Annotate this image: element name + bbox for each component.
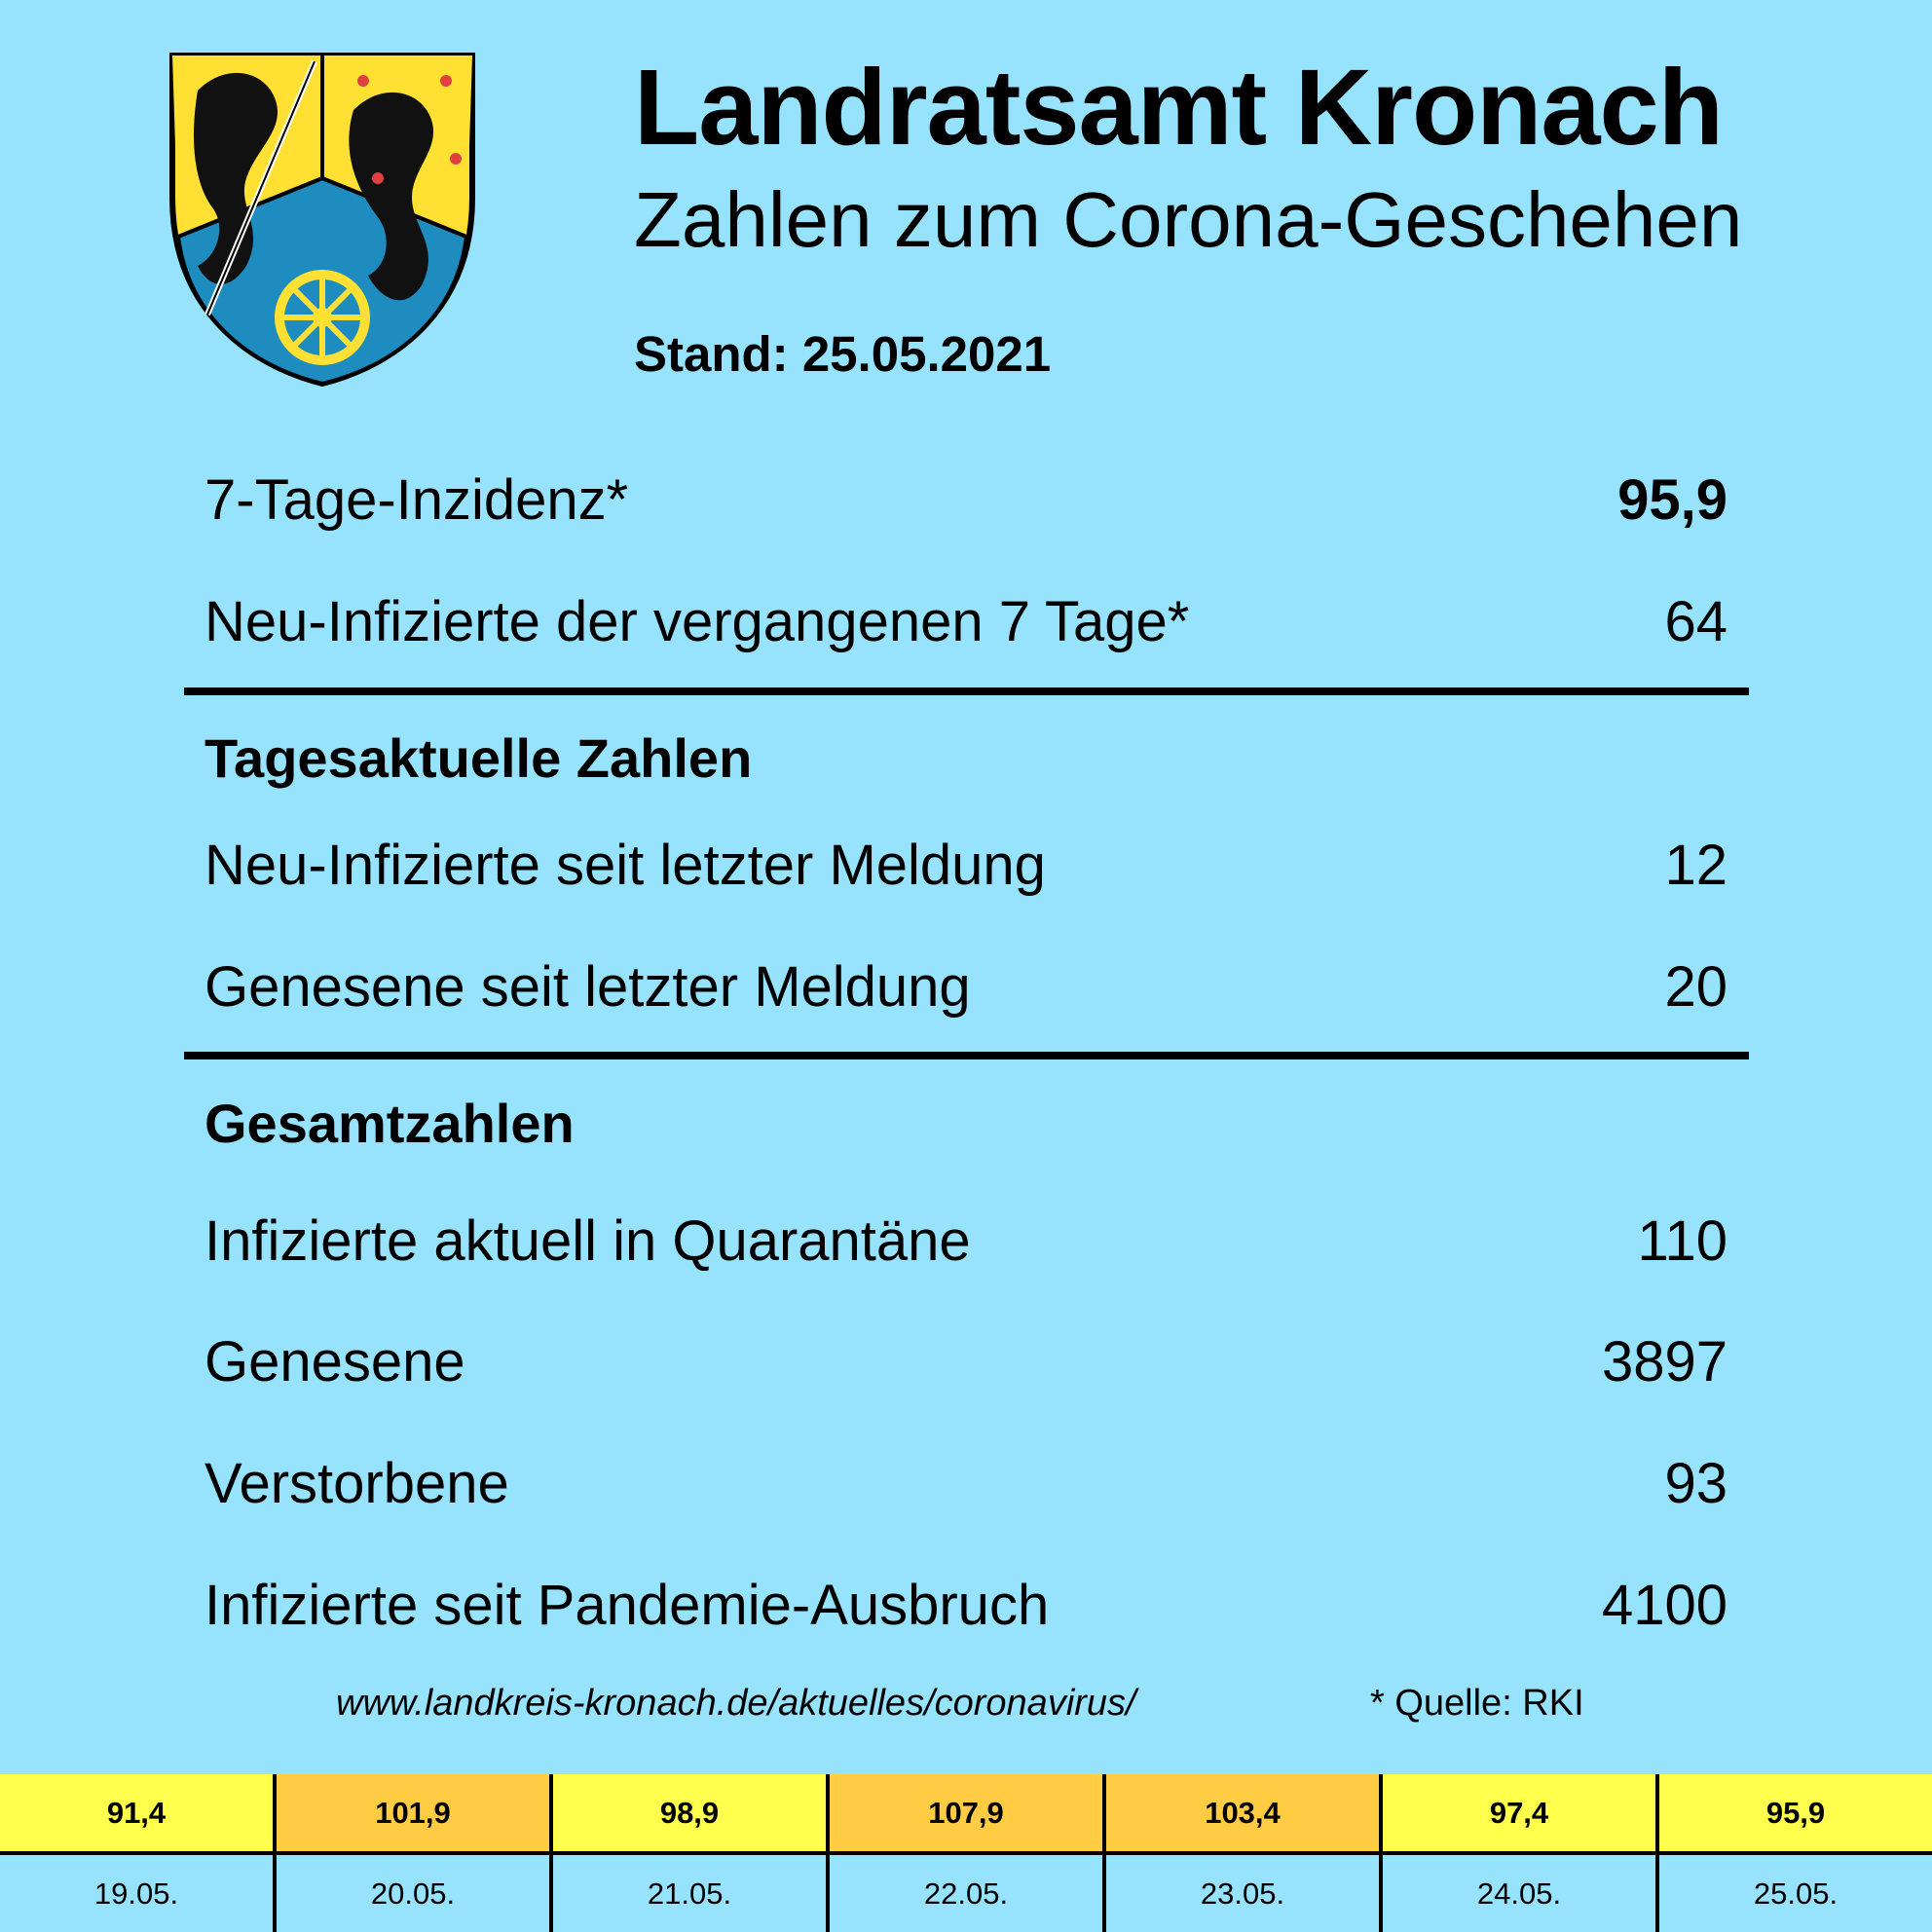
incidence-date-cell: 23.05. bbox=[1106, 1855, 1383, 1932]
incidence-date-cell: 21.05. bbox=[553, 1855, 830, 1932]
stat-label: Infizierte aktuell in Quarantäne bbox=[204, 1209, 971, 1273]
stat-value: 64 bbox=[1664, 590, 1728, 653]
stat-row-deceased bbox=[204, 1450, 1728, 1518]
stat-row-quarantine bbox=[204, 1208, 1728, 1276]
incidence-value-cell: 97,4 bbox=[1383, 1774, 1659, 1851]
stat-label: Genesene seit letzter Meldung bbox=[204, 955, 971, 1019]
stat-row-new-since-last bbox=[204, 832, 1728, 900]
incidence-values-row bbox=[0, 1774, 1932, 1855]
stat-value: 93 bbox=[1664, 1452, 1728, 1515]
stat-label: Infizierte seit Pandemie-Ausbruch bbox=[204, 1574, 1050, 1637]
incidence-strip bbox=[0, 1774, 1932, 1932]
stat-value: 4100 bbox=[1601, 1574, 1728, 1637]
incidence-date-cell: 25.05. bbox=[1753, 1876, 1839, 1911]
stat-label: Neu-Infizierte seit letzter Meldung bbox=[204, 834, 1046, 897]
incidence-value-cell: 103,4 bbox=[1106, 1774, 1383, 1851]
section-heading-totals: Gesamtzahlen bbox=[204, 1093, 575, 1154]
stat-value: 110 bbox=[1637, 1209, 1728, 1273]
stat-label: 7-Tage-Inzidenz* bbox=[204, 468, 629, 532]
stat-label: Genesene bbox=[204, 1330, 465, 1393]
divider bbox=[184, 1052, 1749, 1059]
section-heading-daily: Tagesaktuelle Zahlen bbox=[204, 727, 753, 789]
incidence-value-cell: 95,9 bbox=[1659, 1774, 1932, 1851]
page-title: Landratsamt Kronach bbox=[634, 48, 1723, 167]
incidence-value-cell: 107,9 bbox=[830, 1774, 1106, 1851]
source-note: * Quelle: RKI bbox=[1370, 1683, 1584, 1724]
stat-value: 95,9 bbox=[1617, 468, 1728, 532]
stat-row-recovered-since-last bbox=[204, 953, 1728, 1022]
incidence-dates-row bbox=[0, 1855, 1932, 1932]
incidence-date-cell: 20.05. bbox=[277, 1855, 553, 1932]
stat-row-recovered bbox=[204, 1328, 1728, 1396]
incidence-value-cell: 101,9 bbox=[277, 1774, 553, 1851]
source-url: www.landkreis-kronach.de/aktuelles/coronavirus/ bbox=[336, 1683, 1136, 1724]
coat-of-arms-icon bbox=[168, 52, 476, 388]
incidence-value-cell: 91,4 bbox=[0, 1774, 277, 1851]
report-date: Stand: 25.05.2021 bbox=[634, 326, 1052, 382]
incidence-value-cell: 98,9 bbox=[553, 1774, 830, 1851]
divider bbox=[184, 687, 1749, 695]
stat-row-incidence bbox=[204, 466, 1728, 535]
incidence-date-cell: 22.05. bbox=[830, 1855, 1106, 1932]
stat-value: 12 bbox=[1664, 834, 1728, 897]
stat-label: Neu-Infizierte der vergangenen 7 Tage* bbox=[204, 590, 1190, 653]
page-subtitle: Zahlen zum Corona-Geschehen bbox=[634, 176, 1743, 263]
incidence-date-cell: 24.05. bbox=[1383, 1855, 1659, 1932]
stat-value: 20 bbox=[1664, 955, 1728, 1019]
stat-row-total-infected bbox=[204, 1572, 1728, 1640]
stat-label: Verstorbene bbox=[204, 1452, 509, 1515]
stat-row-new-7-days bbox=[204, 588, 1728, 656]
stat-value: 3897 bbox=[1601, 1330, 1728, 1393]
incidence-date-cell: 19.05. bbox=[0, 1855, 277, 1932]
